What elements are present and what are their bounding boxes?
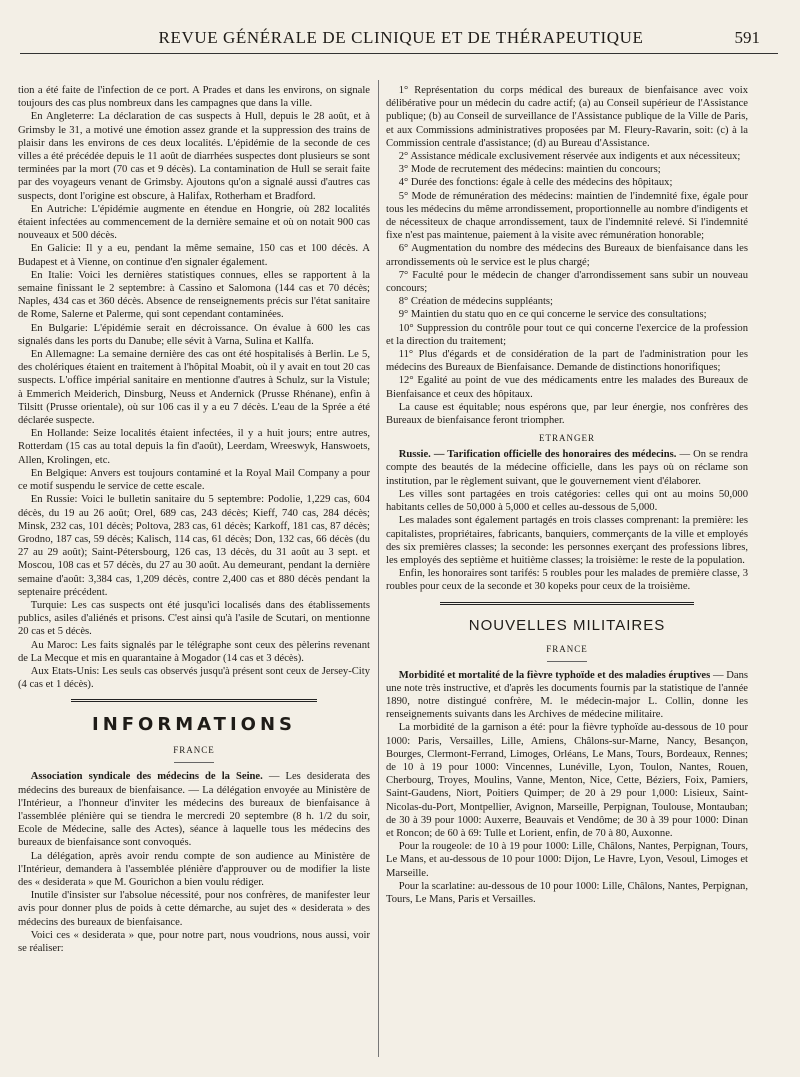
list-item: 2° Assistance médicale exclusivement réservée aux indigents et aux nécessiteux; xyxy=(398,151,741,163)
nouvelles-militaires-heading: NOUVELLES MILITAIRES xyxy=(468,616,666,634)
list-item: 10° Suppression du contrôle pour tout ce qui concerne l'exercice de la profession et la direction du traitement; xyxy=(386,322,748,347)
small-rule xyxy=(547,661,587,662)
morbidite-body: — Dans une note très instructive, et d'après les documents fournis par la statistique de l'année 1890, notre distingué confrère, M. le médecin-major L. Collin, donne les renseignements suivants dans les Archives de médecine militaire. xyxy=(386,669,748,721)
paragraph: Au Maroc: Les faits signalés par le télégraphe sont ceux des pèlerins revenant de La Mecque et mis en quarantaine à Mogador (14 cas et 3 décès). xyxy=(18,639,370,664)
list-item: 6° Augmentation du nombre des médecins des Bureaux de bienfaisance dans les arrondissements où le service est le plus chargé; xyxy=(386,243,748,268)
paragraph: Turquie: Les cas suspects ont été jusqu'ici localisés dans des établissements publics, asiles d'aliénés et prisons. C'est ainsi qu'à l'asile de Scutari, on mentionne 20 cas et 5 décès. xyxy=(18,599,370,638)
paragraph: Les villes sont partagées en trois catégories: celles qui ont au moins 50,000 habitants celles de 50,000 à 5,000 et celles au-dessous de 5,000. xyxy=(386,488,748,514)
paragraph: Aux Etats-Unis: Les seuls cas observés jusqu'à présent sont ceux de Jersey-City (4 cas et 1 décès). xyxy=(18,665,370,691)
list-item: 3° Mode de recrutement des médecins: maintien du concours; xyxy=(398,164,661,176)
morbidite-heading: Morbidité et mortalité de la fièvre typhoïde et des maladies éruptives xyxy=(398,669,711,681)
paragraph: Pour la scarlatine: au-dessous de 10 pour 1000: Lille, Châlons, Nantes, Perpignan, Tours, Le Mans, Paris et Versailles. xyxy=(386,880,748,905)
paragraph: En Angleterre: La déclaration de cas suspects à Hull, depuis le 28 août, et à Grimsby le 31, a motivé une émotion assez grande et la suppression des trains de plaisir dans les environs de ces deux localités. L'épidémie de la seconde de ces villes a été précédée depuis le 11 août de diarrhées suspectes dont plusieurs se sont terminées par la mort (70 cas et 9 décès). La contamination de Hull se serait faite par des voyageurs venant de Grimsby. Ajoutons qu'on a signalé aussi d'autres cas suspects, dont l'origine est obscure, à Halifax, Rotherham et Bradford. xyxy=(18,111,370,202)
section-rule xyxy=(440,602,693,609)
paragraph: En Belgique: Anvers est toujours contaminé et la Royal Mail Company a pour ce motif suspendu le service de cette escale. xyxy=(18,467,370,493)
small-rule xyxy=(174,762,214,763)
morbidite-paragraph xyxy=(386,669,748,722)
header-rule xyxy=(20,53,778,54)
paragraph: En Italie: Voici les dernières statistiques connues, elles se rapportent à la semaine finissant le 2 septembre: à Cassino et Salomona (144 cas et 70 décès; Naples, 434 cas et 360 décès. Absence de renseignements précis sur l'état sanitaire de Rome, Salerne et Palerme, qui sont cependant contaminées. xyxy=(18,269,370,321)
paragraph: Enfin, les honoraires sont tarifés: 5 roubles pour les malades de première classe, 3 roubles pour ceux de la seconde et 30 kopeks pour ceux de la troisième. xyxy=(386,568,748,593)
list-item: 4° Durée des fonctions: égale à celle des médecins des hôpitaux; xyxy=(398,177,673,189)
france-subheading xyxy=(386,644,748,664)
association-paragraph xyxy=(18,770,370,849)
russie-heading: Russie. — Tarification officielle des honoraires des médecins. xyxy=(398,449,677,461)
list-item: 1° Représentation du corps médical des bureaux de bienfaisance avec voix délibérative pour un médecin du cadre actif; (a) au Conseil supérieur de l'Assistance publique; (b) au Conseil de surveillance de l'Assistance publique de la Ville de Paris, et aux Commissions administratives proposées par M. Fleury-Ravarin, soit: (c) à la Commission centrale d'assistance; (d) au Bureau d'Assistance. xyxy=(386,85,748,149)
association-body: — Les desiderata des médecins des bureaux de bienfaisance. — La délégation envoyée au Ministère de l'Intérieur, a l'honneur d'inviter les médecins des bureaux de bienfaisance à l'assemblée plénière qui se tiendra le mercredi 20 septembre (8 h. 1/2 du soir, Ecole de Médecine, salle des Actes), séance à laquelle tous les médecins des bureaux de bienfaisance sont convoqués. xyxy=(18,771,370,849)
left-column xyxy=(18,84,370,1057)
informations-heading: INFORMATIONS xyxy=(92,714,296,736)
page-number: 591 xyxy=(734,28,760,47)
paragraph: tion a été faite de l'infection de ce port. A Prades et dans les environs, on signale toujours des cas plus nombreux dans les campagnes que dans la ville. xyxy=(18,85,370,110)
running-header xyxy=(20,25,782,55)
paragraph: En Hollande: Seize localités étaient infectées, il y a huit jours; entre autres, Rotterdam (15 cas au total depuis la fin d'août), Leerdam, Wreeswyk, Hanswoets, Allen, Krolingen, etc. xyxy=(18,428,370,466)
section-rule xyxy=(71,699,317,706)
france-label: FRANCE xyxy=(173,745,215,756)
right-column xyxy=(386,84,748,1057)
russie-paragraph xyxy=(386,448,748,488)
running-title: REVUE GÉNÉRALE DE CLINIQUE ET DE THÉRAPEUTIQUE xyxy=(158,28,644,47)
list-item: 5° Mode de rémunération des médecins: maintien de l'indemnité fixe, égale pour tous les médecins du même arrondissement, proportionnelle au nombre d'indigents et de nécessiteux de chaque arrondissement, taux de l'indemnité relevé. Si l'indemnité fixe n'est pas maintenue, paiement à la visite avec rémunération honorable; xyxy=(386,190,748,242)
paragraph: En Galicie: Il y a eu, pendant la même semaine, 150 cas et 100 décès. A Budapest et à Vienne, on continue d'en signaler également. xyxy=(18,243,370,268)
column-divider xyxy=(378,80,379,1057)
list-item: 9° Maintien du statu quo en ce qui concerne le service des consultations; xyxy=(398,309,707,321)
france-subheading xyxy=(18,745,370,765)
association-heading: Association syndicale des médecins de la Seine. xyxy=(30,771,263,783)
paragraph: En Russie: Voici le bulletin sanitaire du 5 septembre: Podolie, 1,229 cas, 604 décès, du 19 au 26 août; Orel, 689 cas, 243 décès; Kieff, 740 cas, 284 décès; Minsk, 232 cas, 101 décès; Poltova, 283 cas, 61 décès; Karkoff, 181 cas, 87 décès; Grodno, 187 cas, 59 décès; Kalisch, 114 cas, 61 décès; Don, 132 cas, 66 décès (du 27 au 29 août); Saint-Pétersbourg, 126 cas, 13 décès, du 31 août au 3 sept. et Moscou, 108 cas et 57 décès, du 27 au 30 août. Au demeurant, pendant la dernière semaine d'août: 3,384 cas, 1,209 décès, contre 2,400 cas et 880 décès pendant la septenaire précédent. xyxy=(18,494,370,598)
paragraph: En Bulgarie: L'épidémie serait en décroissance. On évalue à 600 les cas signalés dans les ports du Danube; elle sévit à Varna, Sulina et Kallfa. xyxy=(18,322,370,347)
paragraph: En Allemagne: La semaine dernière des cas ont été hospitalisés à Berlin. Le 5, des cholériques étaient en traitement à l'hôpital Moabit, où il y avait en tout 20 cas suspects. L'office impérial sanitaire en mentionne d'autres à Schulz, sur la Vistule; à Emmerich Meiderich, Dinsburg, Neuss et Andernick (Prusse Rhénane), enfin à Tilsitt (Prusse orientale), où sur 106 cas il y a eu 7 décès. L'eau de la Sprée a été déclarée suspecte. xyxy=(18,349,370,427)
list-item: 11° Plus d'égards et de considération de la part de l'administration pour les médecins des Bureaux de Bienfaisance. Demande de distinctions honorifiques; xyxy=(386,349,748,374)
paragraph: Inutile d'insister sur l'absolue nécessité, pour nos confrères, de manifester leur avis pour donner plus de poids à cette démarche, au sujet des « desiderata » des médecins des bureaux de bienfaisance. xyxy=(18,890,370,928)
etranger-subheading xyxy=(386,433,748,443)
list-item: 7° Faculté pour le médecin de changer d'arrondissement sans subir un nouveau concours; xyxy=(386,269,748,295)
paragraph: Voici ces « desiderata » que, pour notre part, nous voudrions, nous aussi, voir se réaliser: xyxy=(18,929,370,954)
paragraph: La délégation, après avoir rendu compte de son audience au Ministère de l'Intérieur, demandera à l'assemblée plénière d'approuver ou de modifier la liste des « desiderata » que M. Gourichon a bien voulu rédiger. xyxy=(18,850,370,888)
paragraph: En Autriche: L'épidémie augmente en étendue en Hongrie, où 282 localités étaient infectées au commencement de la dernière semaine et où on notait 900 cas nouveaux et 500 décès. xyxy=(18,203,370,242)
list-item: 8° Création de médecins suppléants; xyxy=(398,296,553,308)
list-item: 12° Egalité au point de vue des médicaments entre les malades des Bureaux de Bienfaisance et ceux des hôpitaux. xyxy=(386,375,748,400)
paragraph: La morbidité de la garnison a été: pour la fièvre typhoïde au-dessous de 10 pour 1000: Paris, Versailles, Lille, Amiens, Châlons-sur-Marne, Nancy, Besançon, Bourges, Clermont-Ferrand, Limoges, Orléans, Le Mans, Tours, Bordeaux, Rennes; de 10 à 19 pour 1000: Vincennes, Lunéville, Lyon, Toulon, Nantes, Rouen, Cherbourg, Troyes, Moulins, Vanne, Menton, Nice, Cette, Béziers, Foix, Pamiers, Saint-Gaudens, Niort, Poitiers Quimper; de 20 à 29 pour 1,000: Lisieux, Saint-Nicolas-du-Port, Montpellier, Avignon, Marseille, Perpignan, Toulouse, Montauban; de 30 à 39 pour 1000: Auxerre, Beauvais et Vendôme; de 30 à 39 pour 1000: Dinan et Roncon; de 60 à 69: Tulle et Lorient, enfin, de 70 à 80, Auxonne. xyxy=(386,722,748,839)
list-item: La cause est équitable; nous espérons que, par leur énergie, nos confrères des Bureaux de bienfaisance feront triompher. xyxy=(386,401,748,427)
paragraph: Pour la rougeole: de 10 à 19 pour 1000: Lille, Châlons, Nantes, Perpignan, Tours, Le Mans, et au-dessous de 10 pour 1000: Dijon, Le Havre, Lyon, Vesoul, Limoges et Marseille. xyxy=(386,841,748,879)
russie-body: — On se rendra compte des beautés de la médecine officielle, dans les pays où on réclame son institution, par le règlement suivant, que le gouvernement vient d'élaborer. xyxy=(386,449,748,487)
etranger-label: ETRANGER xyxy=(539,433,595,444)
france-label: FRANCE xyxy=(546,643,588,654)
paragraph: Les malades sont également partagés en trois classes comprenant: la première: les capitalistes, propriétaires, fabricants, banquiers, commerçants de la ville et employés des six premières classes; la seconde: les personnes exerçant des professions libres, les employés des septième et huitième classes; la troisième: le reste de la population. xyxy=(386,515,748,566)
